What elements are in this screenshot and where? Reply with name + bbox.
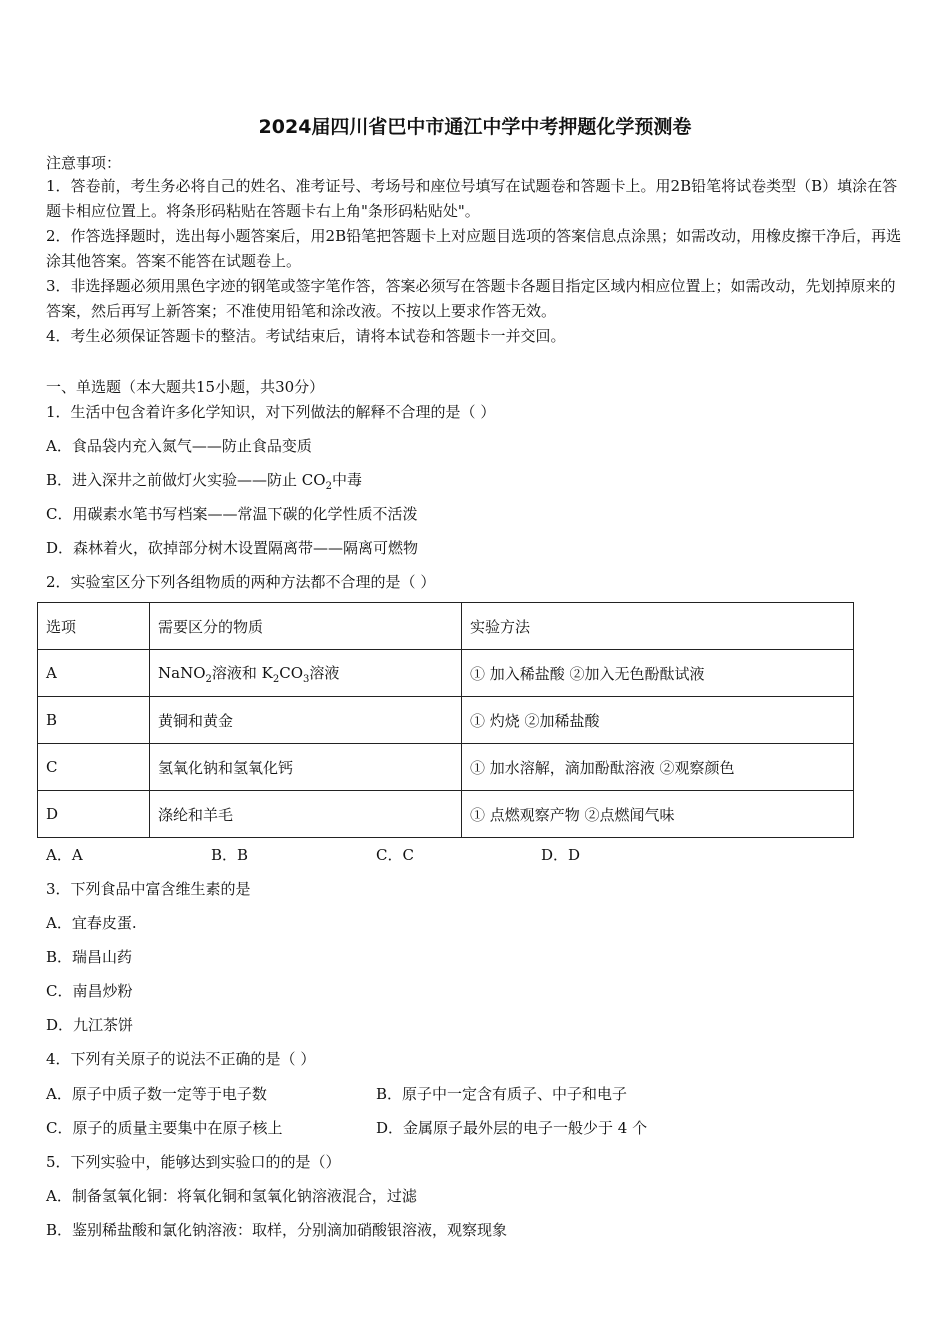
row-a-substances (150, 650, 462, 697)
header-substances: 需要区分的物质 (150, 603, 462, 650)
table-row (38, 697, 854, 744)
q1-stem: 1．生活中包含着许多化学知识，对下列做法的解释不合理的是（ ） (46, 403, 496, 421)
notice-heading: 注意事项： (46, 154, 122, 172)
q1-option-b-tail: 中毒 (331, 471, 362, 489)
row-b-method: ① 灼烧 ②加稀盐酸 (462, 697, 854, 744)
q2-table (37, 602, 854, 838)
notice-item-2: 2．作答选择题时，选出每小题答案后，用2B铅笔把答题卡上对应题目选项的答案信息点涂黑；如需改动，用橡皮擦干净后，再选涂其他答案。答案不能答在试题卷上。 (46, 227, 902, 270)
q3-option-d: D．九江茶饼 (46, 1016, 134, 1034)
q3-option-b: B．瑞昌山药 (46, 948, 133, 966)
row-a-s1: NaNO (158, 663, 206, 682)
q3-option-a: A．宜春皮蛋. (46, 914, 137, 932)
row-a-s4: 2 (272, 673, 280, 685)
q4-option-b: B．原子中一定含有质子、中子和电子 (376, 1085, 628, 1103)
table-row (38, 744, 854, 791)
row-a-s2: 2 (205, 673, 212, 685)
row-a-s3: 溶液和 K (211, 663, 273, 682)
notice-item-1: 1．答卷前，考生务必将自己的姓名、准考证号、考场号和座位号填写在试题卷和答题卡上。用2B铅笔将试卷类型（B）填涂在答题卡相应位置上。将条形码粘贴在答题卡右上角"条形码粘贴处"。 (46, 177, 898, 220)
header-method: 实验方法 (462, 603, 854, 650)
table-header-row (38, 603, 854, 650)
q4-option-c: C．原子的质量主要集中在原子核上 (46, 1119, 283, 1137)
q3-option-c: C．南昌炒粉 (46, 982, 133, 1000)
q1-option-b-text: B．进入深井之前做灯火实验——防止 CO (46, 471, 326, 489)
row-a-s6: 3 (303, 673, 310, 685)
row-c-substances: 氢氧化钠和氢氧化钙 (150, 744, 462, 791)
header-option: 选项 (38, 603, 150, 650)
row-a-method: ① 加入稀盐酸 ②加入无色酚酞试液 (462, 650, 854, 697)
q5-option-b: B．鉴别稀盐酸和氯化钠溶液：取样，分别滴加硝酸银溶液，观察现象 (46, 1221, 508, 1239)
table-row (38, 791, 854, 838)
notice-item-3: 3．非选择题必须用黑色字迹的钢笔或签字笔作答，答案必须写在答题卡各题目指定区域内相应位置上；如需改动，先划掉原来的答案，然后再写上新答案；不准使用铅笔和涂改液。不按以上要求作答无效。 (46, 277, 896, 320)
q4-option-a: A．原子中质子数一定等于电子数 (46, 1085, 267, 1103)
q2-option-d: D．D (541, 846, 581, 864)
q5-option-a: A．制备氢氧化铜：将氧化铜和氢氧化钠溶液混合，过滤 (46, 1187, 417, 1205)
row-d-method: ① 点燃观察产物 ②点燃闻气味 (462, 791, 854, 838)
q1-option-b (46, 469, 362, 492)
page-title: 2024届四川省巴中市通江中学中考押题化学预测卷 (258, 116, 692, 138)
q4-option-d: D．金属原子最外层的电子一般少于 4 个 (376, 1119, 648, 1137)
notice-item-4: 4．考生必须保证答题卡的整洁。考试结束后，请将本试卷和答题卡一并交回。 (46, 327, 566, 345)
q3-stem: 3．下列食品中富含维生素的是 (46, 880, 251, 898)
row-d-substances: 涤纶和羊毛 (150, 791, 462, 838)
q2-option-c: C．C (376, 846, 414, 864)
row-b-substances: 黄铜和黄金 (150, 697, 462, 744)
q1-option-d: D．森林着火，砍掉部分树木设置隔离带——隔离可燃物 (46, 539, 419, 557)
q2-option-a: A．A (46, 846, 83, 864)
q1-option-c: C．用碳素水笔书写档案——常温下碳的化学性质不活泼 (46, 505, 418, 523)
q1-option-a: A．食品袋内充入氮气——防止食品变质 (46, 437, 312, 455)
q2-stem: 2．实验室区分下列各组物质的两种方法都不合理的是（ ） (46, 573, 436, 591)
row-c-option: C (38, 744, 150, 791)
row-c-method: ① 加水溶解，滴加酚酞溶液 ②观察颜色 (462, 744, 854, 791)
row-a-s5: CO (279, 663, 304, 682)
q5-stem: 5．下列实验中，能够达到实验口的的是（） (46, 1153, 341, 1171)
q1-option-b-sub: 2 (325, 481, 332, 492)
q4-stem: 4．下列有关原子的说法不正确的是（ ） (46, 1050, 316, 1068)
q2-option-b: B．B (211, 846, 249, 864)
table-row (38, 650, 854, 697)
row-b-option: B (38, 697, 150, 744)
section-heading: 一、单选题（本大题共15小题，共30分） (46, 378, 325, 396)
row-d-option: D (38, 791, 150, 838)
row-a-s7: 溶液 (309, 663, 340, 682)
row-a-option: A (38, 650, 150, 697)
